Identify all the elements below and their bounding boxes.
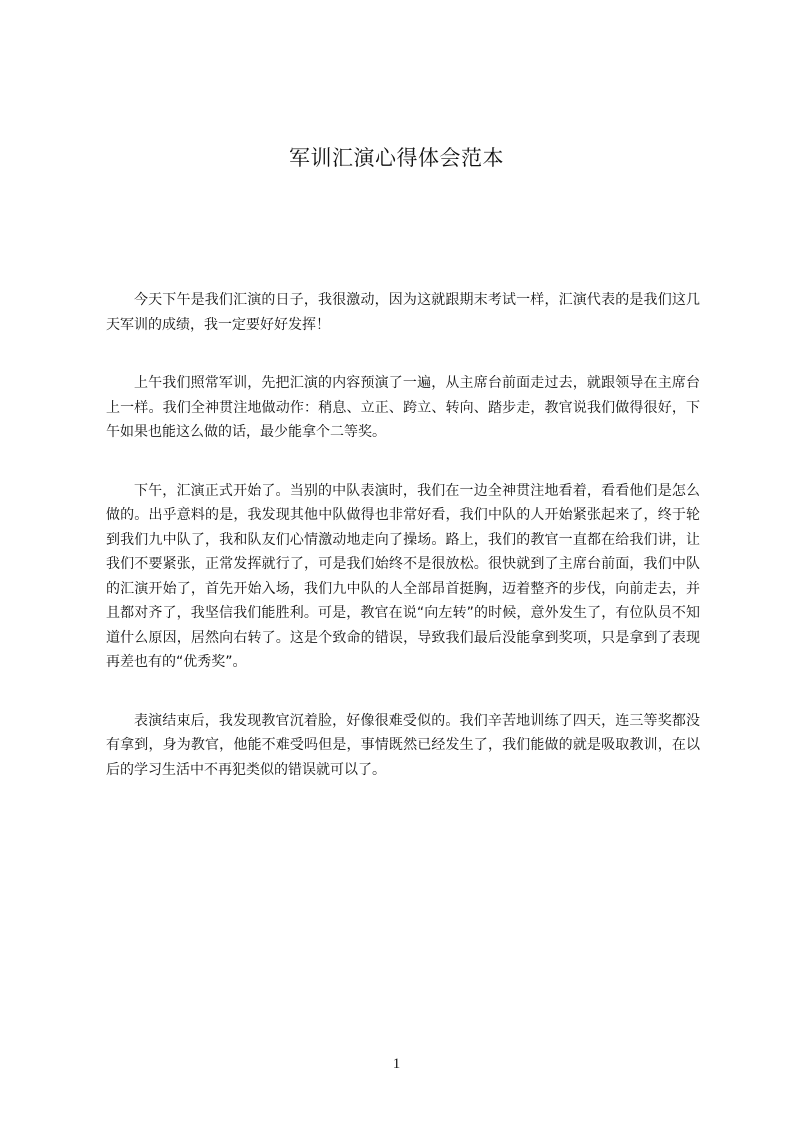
paragraph-2: 上午我们照常军训，先把汇演的内容预演了一遍，从主席台前面走过去，就跟领导在主席台上一样。我们全神贯注地做动作：稍息、立正、跨立、转向、踏步走，教官说我们做得很好，下午如果也能这么做的话，最少能拿个二等奖。 (106, 375, 700, 440)
document-body (106, 288, 700, 816)
paragraph-1: 今天下午是我们汇演的日子，我很激动，因为这就跟期末考试一样，汇演代表的是我们这几天军训的成绩，我一定要好好发挥！ (106, 292, 700, 333)
paragraph-3: 下午，汇演正式开始了。当别的中队表演时，我们在一边全神贯注地看着，看看他们是怎么做的。出乎意料的是，我发现其他中队做得也非常好看，我们中队的人开始紧张起来了，终于轮到我们九中队了，我和队友们心情激动地走向了操场。路上，我们的教官一直都在给我们讲，让我们不要紧张，正常发挥就行了，可是我们始终不是很放松。很快就到了主席台前面，我们中队的汇演开始了，首先开始入场，我们九中队的人全部昂首挺胸，迈着整齐的步伐，向前走去，并且都对齐了，我坚信我们能胜利。可是，教官在说“向左转”的时候，意外发生了，有位队员不知道什么原因，居然向右转了。这是个致命的错误，导致我们最后没能拿到奖项，只是拿到了表现再差也有的“优秀奖”。 (106, 482, 700, 670)
paragraph-4: 表演结束后，我发现教官沉着脸，好像很难受似的。我们辛苦地训练了四天，连三等奖都没有拿到，身为教官，他能不难受吗但是，事情既然已经发生了，我们能做的就是吸取教训，在以后的学习生活中不再犯类似的错误就可以了。 (106, 712, 700, 778)
document-title: 军训汇演心得体会范本 (289, 146, 504, 170)
page-number: 1 (392, 1056, 401, 1072)
